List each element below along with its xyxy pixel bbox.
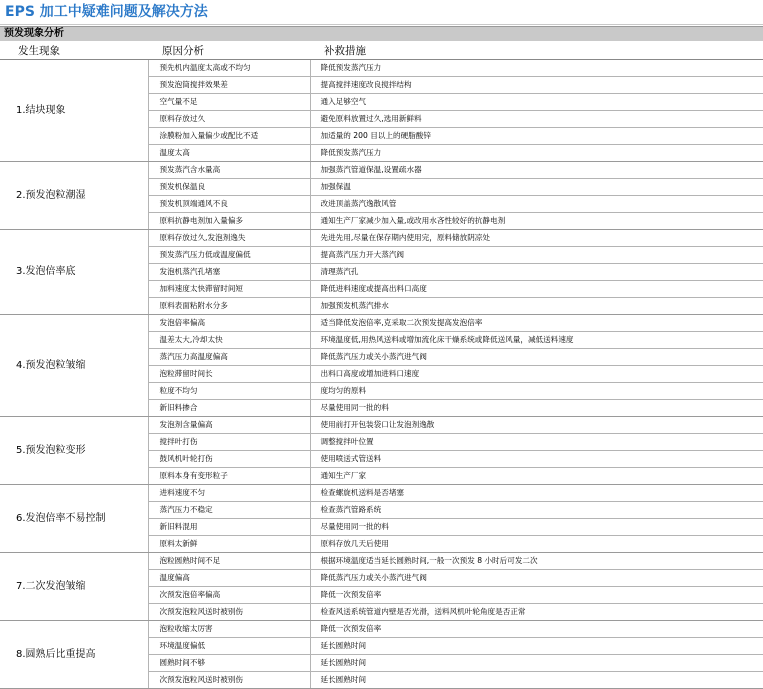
table-row	[0, 485, 763, 502]
cause-cell: 泡粒圆熟时间不足	[148, 553, 310, 570]
table-row	[0, 417, 763, 434]
cause-cell: 蒸汽压力不稳定	[148, 502, 310, 519]
phenomenon-cell: 4.预发泡粒皱缩	[0, 315, 148, 417]
cause-cell: 预发蒸汽含水量高	[148, 162, 310, 179]
remedy-cell: 降低进料速度或提高出料口高度	[310, 281, 763, 298]
remedy-cell: 尽量使用同一批的料	[310, 519, 763, 536]
cause-cell: 次预发泡粒风送时被别伤	[148, 604, 310, 621]
cause-cell: 泡粒收缩太厉害	[148, 621, 310, 638]
phenomenon-cell: 8.圆熟后比重提高	[0, 621, 148, 689]
phenomenon-cell: 2.预发泡粒潮湿	[0, 162, 148, 230]
remedy-cell: 降低预发蒸汽压力	[310, 145, 763, 162]
cause-cell: 原料太新鲜	[148, 536, 310, 553]
remedy-cell: 提高蒸汽压力开大蒸汽阀	[310, 247, 763, 264]
header-remedy: 补救措施	[310, 42, 763, 60]
cause-cell: 涂膜粉加入量偏少或配比不适	[148, 128, 310, 145]
cause-cell: 原料存放过久	[148, 111, 310, 128]
remedy-cell: 适当降低发泡倍率,克采取二次预发提高发泡倍率	[310, 315, 763, 332]
remedy-cell: 根据环境温度适当延长圆熟时间,一般一次预发 8 小时后可发二次	[310, 553, 763, 570]
cause-cell: 泡粒滞留时间长	[148, 366, 310, 383]
table-body	[0, 60, 763, 689]
cause-cell: 粒度不均匀	[148, 383, 310, 400]
cause-cell: 预发泡筒搅拌效果差	[148, 77, 310, 94]
cause-cell: 预发机保温良	[148, 179, 310, 196]
cause-cell: 搅拌叶打伤	[148, 434, 310, 451]
remedy-cell: 加强蒸汽管道保温,设置疏水器	[310, 162, 763, 179]
remedy-cell: 改进顶盖蒸汽逸散风管	[310, 196, 763, 213]
table-row	[0, 230, 763, 247]
remedy-cell: 加强预发机蒸汽排水	[310, 298, 763, 315]
cause-cell: 原料抗静电剂加入量偏多	[148, 213, 310, 230]
cause-cell: 温差太大,冷却太快	[148, 332, 310, 349]
remedy-cell: 延长圆熟时间	[310, 655, 763, 672]
header-cause: 原因分析	[148, 42, 310, 60]
cause-cell: 蒸汽压力高温度偏高	[148, 349, 310, 366]
remedy-cell: 检查螺旋机送料是否堵塞	[310, 485, 763, 502]
remedy-cell: 延长圆熟时间	[310, 638, 763, 655]
section-header: 预发现象分析	[0, 26, 763, 41]
remedy-cell: 降低预发蒸汽压力	[310, 60, 763, 77]
cause-cell: 预发蒸汽压力低或温度偏低	[148, 247, 310, 264]
remedy-cell: 避免原料放置过久,选用新鲜料	[310, 111, 763, 128]
header-phenomenon: 发生现象	[0, 42, 148, 60]
phenomenon-cell: 5.预发泡粒变形	[0, 417, 148, 485]
remedy-cell: 提高搅拌速度改良搅拌结构	[310, 77, 763, 94]
table-row	[0, 315, 763, 332]
phenomenon-cell: 6.发泡倍率不易控制	[0, 485, 148, 553]
table-row	[0, 553, 763, 570]
cause-cell: 空气量不足	[148, 94, 310, 111]
phenomenon-cell: 7.二次发泡皱缩	[0, 553, 148, 621]
cause-cell: 温度偏高	[148, 570, 310, 587]
cause-cell: 圆熟时间不够	[148, 655, 310, 672]
cause-cell: 新旧料掺合	[148, 400, 310, 417]
cause-cell: 原料表面粘附水分多	[148, 298, 310, 315]
phenomenon-cell: 1.结块现象	[0, 60, 148, 162]
table-header-row	[0, 42, 763, 60]
remedy-cell: 检查蒸汽管路系统	[310, 502, 763, 519]
remedy-cell: 先进先用,尽量在保存期内使用完，原料储放阴凉处	[310, 230, 763, 247]
phenomenon-cell: 3.发泡倍率底	[0, 230, 148, 315]
remedy-cell: 清理蒸汽孔	[310, 264, 763, 281]
cause-cell: 次预发泡粒风送时被别伤	[148, 672, 310, 689]
cause-cell: 预发机顶端通风不良	[148, 196, 310, 213]
remedy-cell: 尽量使用同一批的料	[310, 400, 763, 417]
remedy-cell: 降低蒸汽压力或关小蒸汽进气阀	[310, 349, 763, 366]
remedy-cell: 度均匀的原料	[310, 383, 763, 400]
remedy-cell: 原料存放几天后使用	[310, 536, 763, 553]
cause-cell: 预先机内温度太高或不均匀	[148, 60, 310, 77]
cause-cell: 原料存放过久,发泡剂逸失	[148, 230, 310, 247]
cause-cell: 进料速度不匀	[148, 485, 310, 502]
remedy-cell: 出料口高度或增加进料口速度	[310, 366, 763, 383]
remedy-cell: 延长圆熟时间	[310, 672, 763, 689]
remedy-cell: 降低一次预发倍率	[310, 621, 763, 638]
table-row	[0, 60, 763, 77]
table-row	[0, 621, 763, 638]
remedy-cell: 通知生产厂家减少加入量,或改用水吝性较好的抗静电剂	[310, 213, 763, 230]
cause-cell: 温度太高	[148, 145, 310, 162]
remedy-cell: 通入足够空气	[310, 94, 763, 111]
remedy-cell: 使用喷送式管送料	[310, 451, 763, 468]
cause-cell: 环境温度偏低	[148, 638, 310, 655]
troubleshooting-table	[0, 42, 763, 689]
cause-cell: 发泡剂含量偏高	[148, 417, 310, 434]
remedy-cell: 降低蒸汽压力或关小蒸汽进气阀	[310, 570, 763, 587]
cause-cell: 新旧料混用	[148, 519, 310, 536]
cause-cell: 发泡机蒸汽孔堵塞	[148, 264, 310, 281]
cause-cell: 发泡倍率偏高	[148, 315, 310, 332]
cause-cell: 鼓风机叶轮打伤	[148, 451, 310, 468]
cause-cell: 加料速度太快滞留时间短	[148, 281, 310, 298]
cause-cell: 次预发泡倍率偏高	[148, 587, 310, 604]
remedy-cell: 检查风送系统管道内壁是否光滑，送料风机叶轮角度是否正常	[310, 604, 763, 621]
cause-cell: 原料本身有变形粒子	[148, 468, 310, 485]
remedy-cell: 通知生产厂家	[310, 468, 763, 485]
remedy-cell: 加适量的 200 目以上的硬脂酸锌	[310, 128, 763, 145]
table-row	[0, 162, 763, 179]
remedy-cell: 降低一次预发倍率	[310, 587, 763, 604]
page-title: EPS 加工中疑难问题及解决方法	[5, 4, 208, 20]
remedy-cell: 调整搅拌叶位置	[310, 434, 763, 451]
title-divider	[0, 24, 763, 25]
remedy-cell: 环境温度低,用热风送料或增加流化床干燥系统或降低送风量，减低送料速度	[310, 332, 763, 349]
remedy-cell: 使用前打开包装袋口让发泡剂逸散	[310, 417, 763, 434]
remedy-cell: 加强保温	[310, 179, 763, 196]
